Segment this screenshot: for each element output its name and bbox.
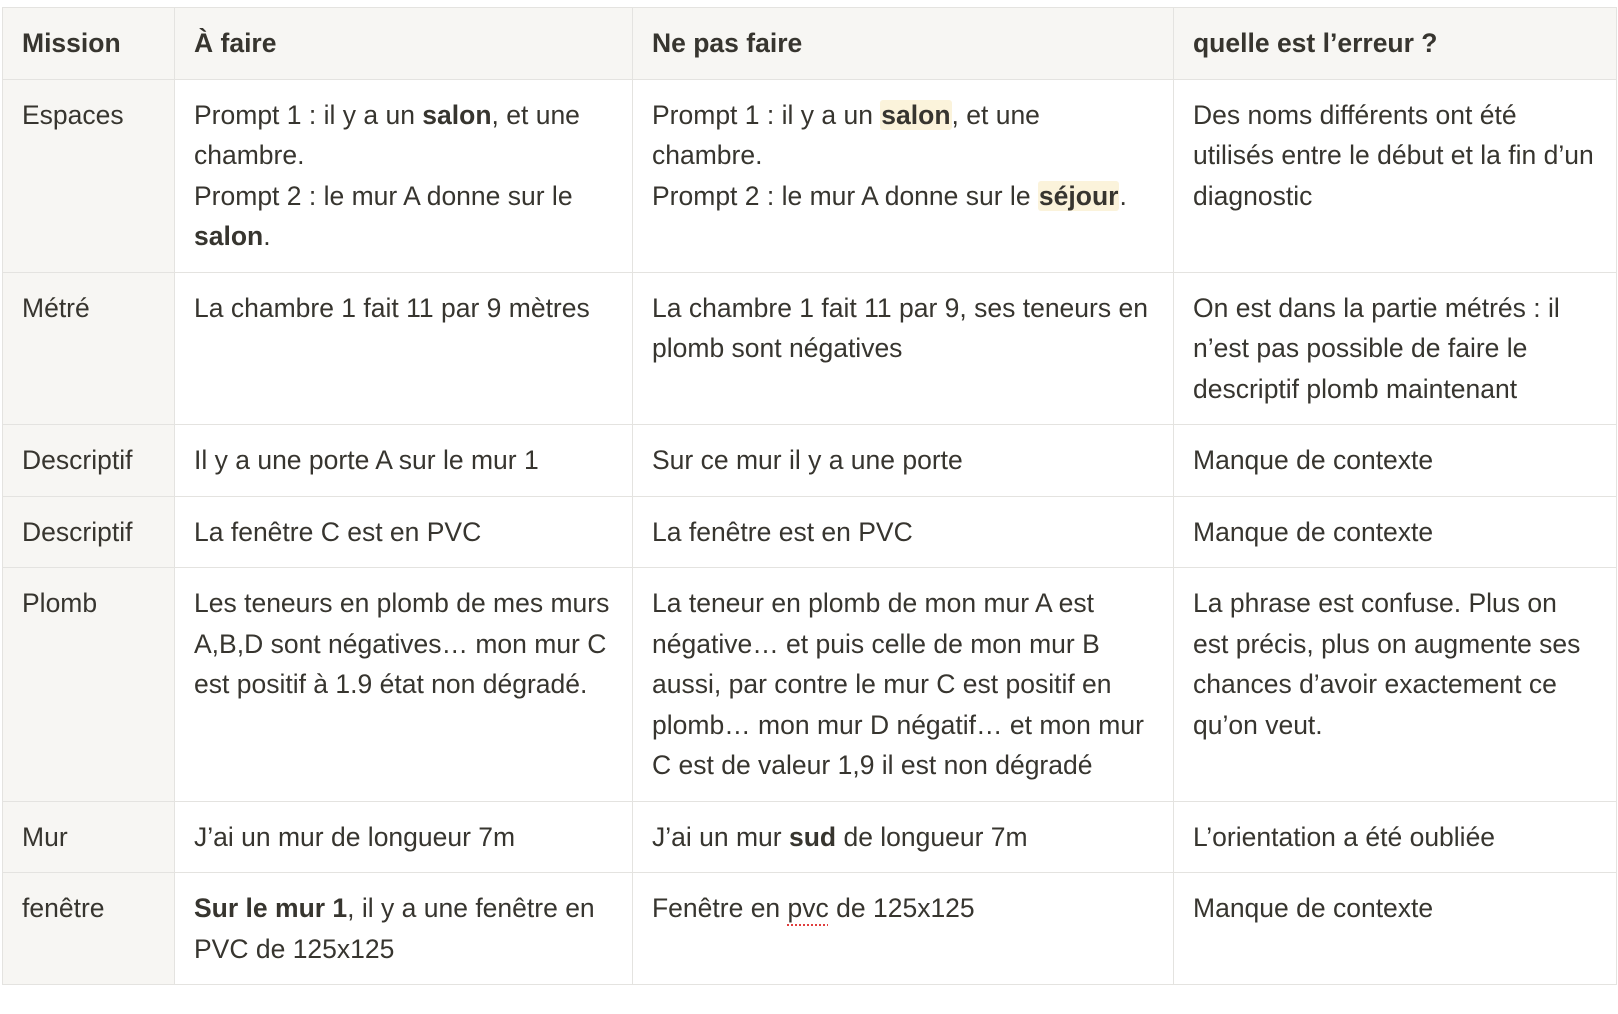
cell-error[interactable]: Manque de contexte — [1174, 873, 1617, 985]
table-row — [3, 568, 1617, 802]
bold-term: Sur le mur 1 — [194, 893, 348, 923]
cell-do[interactable]: Il y a une porte A sur le mur 1 — [175, 425, 633, 497]
cell-error[interactable]: La phrase est confuse. Plus on est précis, plus on augmente ses chances d’avoir exactement ce qu’on veut. — [1174, 568, 1617, 802]
header-error[interactable]: quelle est l’erreur ? — [1174, 8, 1617, 80]
table-row — [3, 425, 1617, 497]
header-mission[interactable]: Mission — [3, 8, 175, 80]
text-segment: . — [263, 221, 271, 251]
cell-do[interactable]: Les teneurs en plomb de mes murs A,B,D sont négatives… mon mur C est positif à 1.9 état non dégradé. — [175, 568, 633, 802]
cell-dont[interactable] — [633, 801, 1174, 873]
header-dont[interactable]: Ne pas faire — [633, 8, 1174, 80]
table-row — [3, 801, 1617, 873]
cell-dont[interactable]: La teneur en plomb de mon mur A est négative… et puis celle de mon mur B aussi, par contre le mur C est positif en plomb… mon mur D négatif… et mon mur C est de valeur 1,9 il est non dégradé — [633, 568, 1174, 802]
cell-error[interactable]: Des noms différents ont été utilisés entre le début et la fin d’un diagnostic — [1174, 79, 1617, 272]
text-segment: Prompt 2 : le mur A donne sur le — [652, 180, 1038, 211]
cell-do[interactable]: La chambre 1 fait 11 par 9 mètres — [175, 272, 633, 425]
cell-mission[interactable]: Descriptif — [3, 496, 175, 568]
cell-error[interactable]: On est dans la partie métrés : il n’est pas possible de faire le descriptif plomb maintenant — [1174, 272, 1617, 425]
cell-dont[interactable] — [633, 873, 1174, 985]
table-row — [3, 496, 1617, 568]
cell-do[interactable]: J’ai un mur de longueur 7m — [175, 801, 633, 873]
text-segment: , et une chambre. — [652, 99, 1040, 170]
cell-mission[interactable]: Métré — [3, 272, 175, 425]
table-body — [3, 79, 1617, 985]
cell-mission[interactable]: fenêtre — [3, 873, 175, 985]
text-segment: Prompt 1 : il y a un — [652, 99, 881, 130]
cell-error[interactable]: Manque de contexte — [1174, 425, 1617, 497]
cell-dont[interactable]: La fenêtre est en PVC — [633, 496, 1174, 568]
cell-error[interactable]: L’orientation a été oubliée — [1174, 801, 1617, 873]
table-row — [3, 873, 1617, 985]
text-segment: Prompt 2 : le mur A donne sur le — [194, 180, 573, 211]
highlighted-term: séjour — [1038, 180, 1119, 211]
bold-term: salon — [422, 99, 492, 130]
bold-term: sud — [788, 821, 837, 852]
text-segment: . — [1119, 180, 1127, 211]
cell-dont[interactable]: La chambre 1 fait 11 par 9, ses teneurs en plomb sont négatives — [633, 272, 1174, 425]
spellcheck-underline[interactable]: pvc — [787, 893, 829, 923]
header-row — [3, 8, 1617, 80]
do-dont-table — [2, 7, 1617, 985]
cell-do[interactable] — [175, 873, 633, 985]
cell-mission[interactable]: Descriptif — [3, 425, 175, 497]
highlighted-term: salon — [881, 99, 951, 130]
cell-mission[interactable]: Espaces — [3, 79, 175, 272]
text-segment: J’ai un mur — [652, 821, 789, 852]
text-segment: Prompt 1 : il y a un — [194, 99, 423, 130]
text-segment: de longueur 7m — [836, 821, 1028, 852]
cell-do[interactable] — [175, 79, 633, 272]
bold-term: salon — [194, 221, 264, 251]
text-segment: , et une chambre. — [194, 99, 580, 170]
table-wrapper — [2, 7, 1616, 985]
table-row — [3, 79, 1617, 272]
text-segment: de 125x125 — [828, 893, 975, 923]
text-segment: , il y a une fenêtre en PVC de 125x125 — [194, 893, 595, 964]
cell-do[interactable]: La fenêtre C est en PVC — [175, 496, 633, 568]
prompt-line — [194, 95, 613, 176]
text-segment: Fenêtre en — [652, 893, 788, 923]
cell-mission[interactable]: Mur — [3, 801, 175, 873]
cell-dont[interactable]: Sur ce mur il y a une porte — [633, 425, 1174, 497]
prompt-line — [194, 176, 613, 257]
prompt-line — [652, 95, 1154, 176]
table-header — [3, 8, 1617, 80]
cell-mission[interactable]: Plomb — [3, 568, 175, 802]
prompt-line — [652, 176, 1154, 217]
table-row — [3, 272, 1617, 425]
header-do[interactable]: À faire — [175, 8, 633, 80]
cell-dont[interactable] — [633, 79, 1174, 272]
cell-error[interactable]: Manque de contexte — [1174, 496, 1617, 568]
